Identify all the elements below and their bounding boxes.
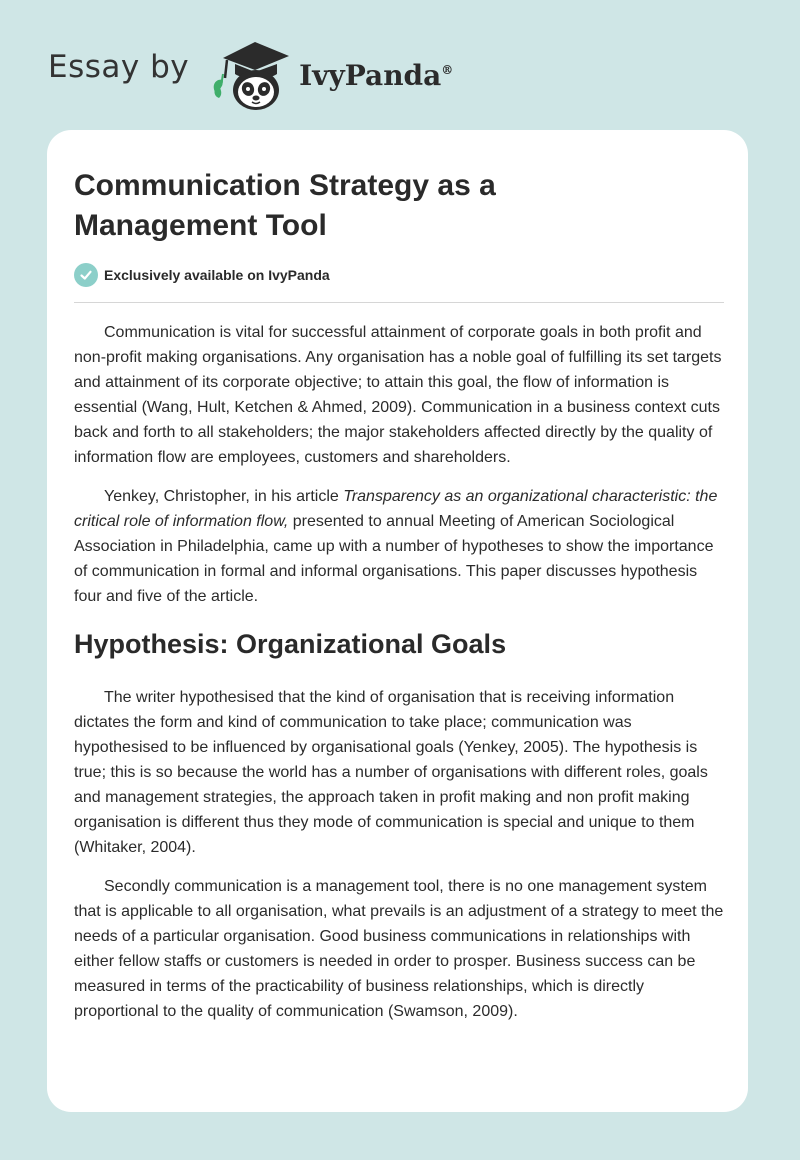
brand-name[interactable] [299,59,453,92]
section-heading: Hypothesis: Organizational Goals [74,629,507,659]
registered-mark: ® [441,62,454,77]
check-circle-icon [74,263,98,287]
paragraph-3: The writer hypothesised that the kind of organisation that is receiving information dictates the form and kind of communication to take place; communication was hypothesised to be influenced by organisational goals (Yenkey, 2005). The hypothesis is true; this is so because the world has a number of organisations with different roles, goals and management strategies, the approach taken in profit making and non profit making organisation is different thus they mode of communication is special and unique to them (Whitaker, 2004). [74,689,708,856]
paragraph-2-end: presented to annual Meeting of American Sociological Association in Philadelphia, came up with a number of hypotheses to show the importance of communication in formal and informal organisations. This paper discusses hypothesis four and five of the article. [74,513,714,605]
paragraph-4: Secondly communication is a management tool, there is no one management system that is applicable to all organisation, what prevails is an adjustment of a strategy to meet the needs of a particular organisation. Good business communications in relationships with either fellow staffs or customers is needed in order to prosper. Business success can be measured in terms of the practicability of business relationships, which is directly proportional to the quality of communication (Swamson, 2009). [74,878,724,1020]
exclusive-badge-text: Exclusively available on IvyPanda [104,267,330,283]
brand-text: IvyPanda [299,58,442,92]
paragraph-1: Communication is vital for successful attainment of corporate goals in both profit and non-profit making organisations. Any organisation has a noble goal of fulfilling its set targets and attainment of its corporate objective; to attain this goal, the flow of information is essential (Wang, Hult, Ketchen & Ahmed, 2009). Communication in a business context cuts back and forth to all stakeholders; the major stakeholders affected directly by the quality of information flow are employees, customers and shareholders. [74,324,722,466]
essay-by-label: Essay by [48,49,190,85]
site-header [48,34,453,114]
panda-graduate-icon[interactable] [207,34,297,114]
divider [74,302,724,303]
article-reference-title: Transparency as an organizational characteristic: the critical role of information flow, [74,488,718,530]
exclusive-badge [74,263,330,287]
article-body [74,320,724,1038]
article-card [47,130,748,1112]
article-title: Communication Strategy as a Management Tool [74,169,496,242]
paragraph-2-start: Yenkey, Christopher, in his article [104,488,344,505]
paragraph-2 [74,484,724,609]
